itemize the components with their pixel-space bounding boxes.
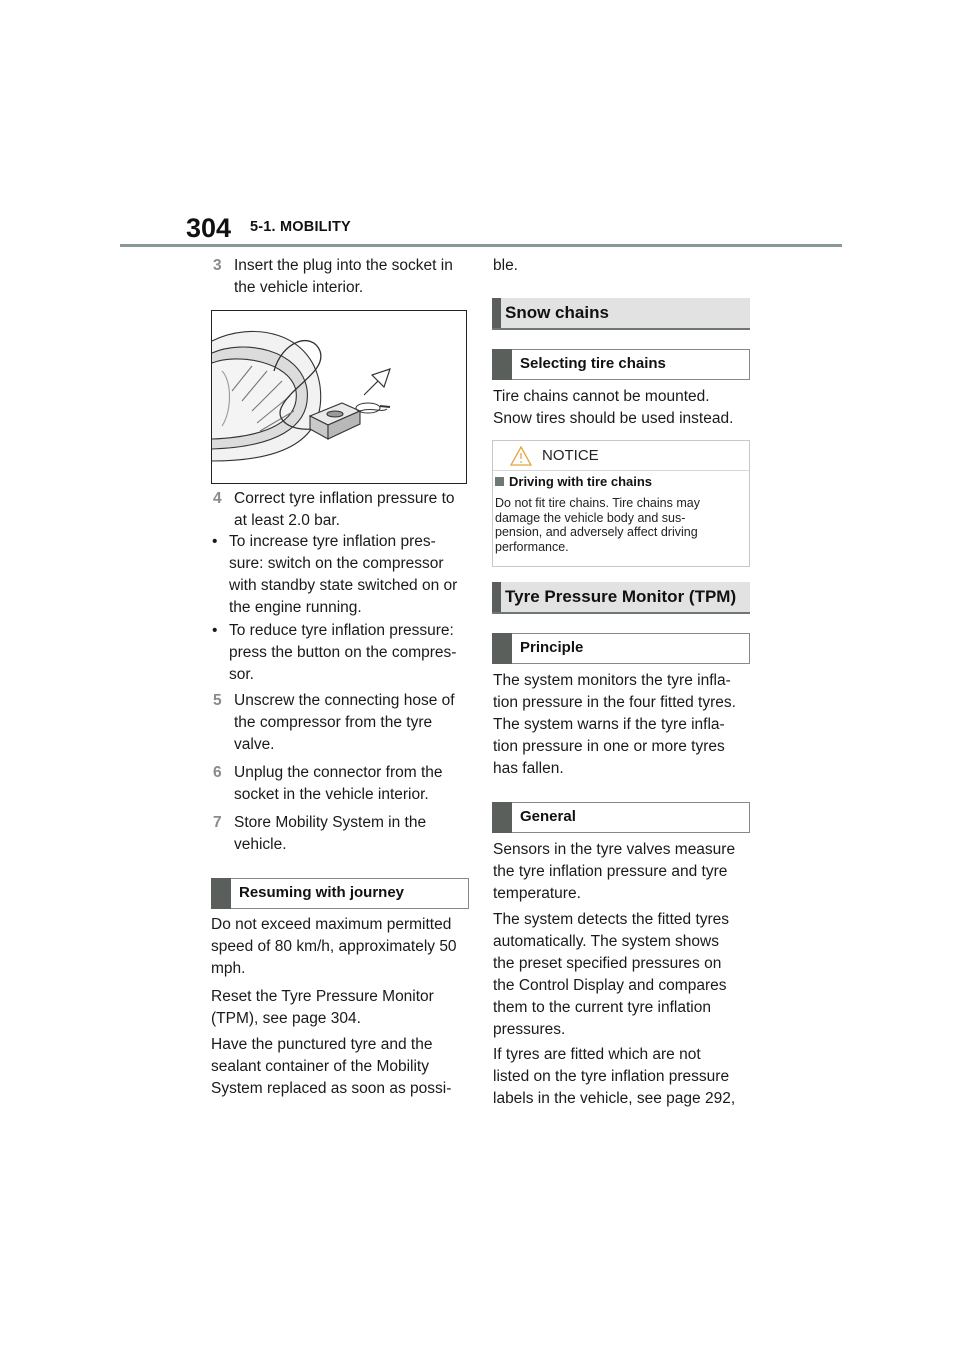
- notice-body: Do not fit tire chains. Tire chains may damage the vehicle body and sus- pension, and adversely affect driving performance.: [495, 496, 700, 554]
- bullet-dot: •: [212, 533, 218, 550]
- paragraph-reset-tpm: Reset the Tyre Pressure Monitor (TPM), see page 304.: [211, 988, 434, 1027]
- heading-principle: [492, 633, 750, 664]
- arrow-drawing: [364, 369, 390, 395]
- step-number: 7: [213, 814, 222, 831]
- bullet-text: To reduce tyre inflation pressure: press the button on the compres- sor.: [229, 622, 457, 683]
- paragraph-general-detection: The system detects the fitted tyres automatically. The system shows the preset specified pressures on the Control Display and compares them to the current tyre inflation pressures.: [493, 911, 730, 1038]
- heading-label: Snow chains: [505, 303, 609, 322]
- cable-drawing: [360, 409, 387, 411]
- wheel-drawing: [212, 331, 321, 461]
- section-title: 5-1. MOBILITY: [250, 219, 351, 235]
- tyre-compressor-drawing: [212, 311, 466, 483]
- heading-label: Resuming with journey: [239, 884, 405, 901]
- page-number: 304: [186, 213, 232, 243]
- header-rule: [120, 244, 842, 247]
- heading-general: [492, 802, 750, 833]
- compressor-illustration: [211, 310, 467, 484]
- step-text: Insert the plug into the socket in the vehicle interior.: [234, 257, 453, 296]
- notice-box: [492, 440, 750, 567]
- notice-header: [493, 441, 749, 471]
- paragraph-snow-chains: Tire chains cannot be mounted. Snow tires should be used instead.: [493, 388, 734, 427]
- continuation-text: ble.: [493, 257, 518, 274]
- heading-bar: [211, 878, 231, 909]
- step-text: Unscrew the connecting hose of the compressor from the tyre valve.: [234, 692, 455, 753]
- paragraph-principle: The system monitors the tyre infla- tion pressure in the four fitted tyres. The system warns if the tyre infla- tion pressure in one or more tyres has fallen.: [493, 672, 736, 777]
- heading-bar: [492, 582, 501, 612]
- square-bullet-icon: [495, 477, 504, 486]
- heading-bar: [492, 802, 512, 833]
- bullet-text: To increase tyre inflation pres- sure: switch on the compressor with standby state switched on or the engine running.: [229, 533, 458, 616]
- step-number: 5: [213, 692, 222, 709]
- paragraph-speed-limit: Do not exceed maximum permitted speed of 80 km/h, approximately 50 mph.: [211, 916, 457, 977]
- notice-title: NOTICE: [542, 447, 599, 464]
- step-text: Unplug the connector from the socket in the vehicle interior.: [234, 764, 443, 803]
- step-number: 6: [213, 764, 222, 781]
- heading-label: Principle: [520, 639, 584, 656]
- bullet-dot: •: [212, 622, 218, 639]
- paragraph-replace-tyre: Have the punctured tyre and the sealant container of the Mobility System replaced as soon as possi-: [211, 1036, 452, 1097]
- heading-bar: [492, 633, 512, 664]
- step-number: 4: [213, 490, 222, 507]
- paragraph-general-unlisted-tyres: If tyres are fitted which are not listed on the tyre inflation pressure labels in the vehicle, see page 292,: [493, 1046, 736, 1107]
- heading-resuming-with-journey: [211, 878, 469, 909]
- step-number: 3: [213, 257, 222, 274]
- heading-tyre-pressure-monitor: [492, 582, 750, 614]
- step-text: Correct tyre inflation pressure to at least 2.0 bar.: [234, 490, 455, 529]
- heading-label: Tyre Pressure Monitor (TPM): [505, 587, 737, 606]
- heading-label: General: [520, 808, 576, 825]
- heading-snow-chains: [492, 298, 750, 330]
- heading-label: Selecting tire chains: [520, 355, 666, 372]
- step-text: Store Mobility System in the vehicle.: [234, 814, 427, 853]
- heading-bar: [492, 298, 501, 328]
- warning-icon: [510, 446, 532, 471]
- heading-bar: [492, 349, 512, 380]
- heading-selecting-tire-chains: [492, 349, 750, 380]
- paragraph-general-sensors: Sensors in the tyre valves measure the tyre inflation pressure and tyre temperature.: [493, 841, 736, 902]
- notice-subtitle: Driving with tire chains: [495, 474, 652, 489]
